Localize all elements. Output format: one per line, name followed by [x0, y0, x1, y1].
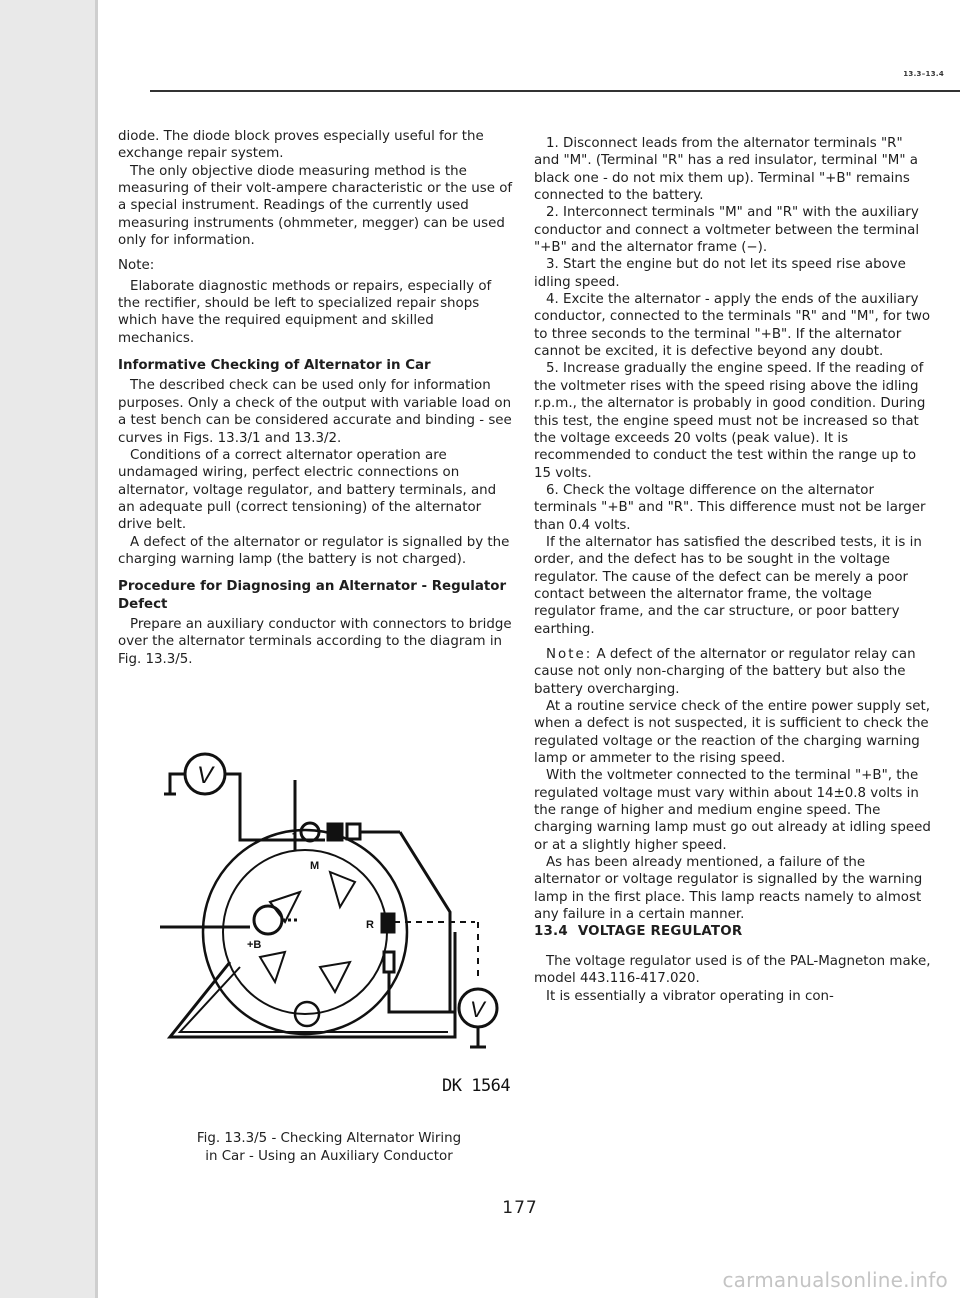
step-3: 3. Start the engine but do not let its speed rise above idling speed. — [534, 257, 906, 290]
meter-symbol-bottom: V — [470, 997, 485, 1022]
terminal-r-label: R — [366, 919, 374, 931]
paragraph: At a routine service check of the entire power supply set, when a defect is not suspected, it is sufficient to check the regulated voltage or the reaction of the charging warning lamp or ammeter to the rising speed. — [534, 699, 930, 767]
page-reference: 13.3–13.4 — [903, 70, 944, 78]
step-2: 2. Interconnect terminals "M" and "R" with the auxiliary conductor and connect a voltmeter between the terminal "+B" and the alternator frame (−). — [534, 205, 920, 256]
section-number: 13.4 — [534, 924, 568, 940]
alternator-wiring-diagram — [150, 752, 530, 1052]
note-text: A defect of the alternator or regulator relay can cause not only non-charging of the battery but also the battery overcharging. — [534, 646, 916, 697]
paragraph: Conditions of a correct alternator operation are undamaged wiring, perfect electric connections on alternator, voltage regulator, and battery terminals, and an adequate pull (correct tensioning) of the alternator drive belt. — [118, 447, 497, 533]
paragraph: A defect of the alternator or regulator is signalled by the charging warning lamp (the battery is not charged). — [118, 534, 510, 567]
section-title-text: VOLTAGE REGULATOR — [577, 924, 743, 940]
paragraph: The voltage regulator used is of the PAL-Magneton make, model 443.116-417.020. — [534, 953, 931, 987]
caption-line: Fig. 13.3/5 - Checking Alternator Wiring — [196, 1131, 462, 1146]
paragraph: If the alternator has satisfied the described tests, it is in order, and the defect has to be sought in the voltage regulator. The cause of the defect can be merely a poor contact between the alternator frame, the voltage regulator frame, and the car structure, or poor battery earthing. — [534, 534, 922, 637]
scan-binding-edge — [95, 0, 98, 1298]
note-label: Note: — [118, 258, 155, 274]
terminal-m-label: M — [310, 860, 320, 872]
figure-caption — [150, 1130, 508, 1165]
note-label: Note: — [546, 646, 593, 662]
note — [534, 646, 932, 698]
page-number: 177 — [502, 1198, 538, 1218]
section-heading: Informative Checking of Alternator in Car — [118, 358, 431, 374]
step-1: 1. Disconnect leads from the alternator terminals "R" and "M". (Terminal "R" has a red insulator, terminal "M" a black one - do not mix them up). Terminal "+B" remains connected to the battery. — [534, 136, 918, 204]
watermark: carmanualsonline.info — [722, 1268, 948, 1292]
left-column — [118, 128, 513, 668]
section-title — [534, 923, 932, 940]
note-text: Elaborate diagnostic methods or repairs, especially of the rectifier, should be left to specialized repair shops which have the required equipment and skilled mechanics. — [118, 278, 492, 346]
paragraph: With the voltmeter connected to the terminal "+B", the regulated voltage must vary within about 14±0.8 volts in the range of higher and medium engine speed. The charging warning lamp must go out already at idling speed or at a slightly higher speed. — [534, 768, 931, 853]
paragraph: Prepare an auxiliary conductor with connectors to bridge over the alternator terminals according to the diagram in Fig. 13.3/5. — [118, 616, 512, 667]
paragraph: diode. The diode block proves especially useful for the exchange repair system. — [118, 129, 484, 162]
paragraph: The only objective diode measuring method is the measuring of their volt-ampere characteristic or the use of a special instrument. Readings of the currently used measuring instruments (ohmmeter, megger) can be used only for information. — [118, 163, 513, 249]
step-6: 6. Check the voltage difference on the alternator terminals "+B" and "R". This difference must not be larger than 0.4 volts. — [534, 482, 926, 533]
paragraph: It is essentially a vibrator operating in con- — [546, 988, 834, 1004]
paragraph: The described check can be used only for information purposes. Only a check of the output with variable load on a test bench can be considered accurate and binding - see curves in Figs. 13.3/1 and 13.3/2. — [118, 378, 512, 446]
header-rule — [150, 90, 960, 92]
right-column — [534, 135, 932, 1005]
drawing-id: DK 1564 — [442, 1076, 511, 1096]
scan-binding-gutter — [0, 0, 95, 1298]
meter-symbol-top: V — [197, 762, 214, 789]
step-5: 5. Increase gradually the engine speed. If the reading of the voltmeter rises with the speed rising above the idling r.p.m., the alternator is probably in good condition. During this test, the engine speed must not be increased so that the voltage exceeds 20 volts (peak value). It is recommended to conduct the test within the range up to 15 volts. — [534, 361, 926, 481]
terminal-b-label: +B — [247, 939, 262, 951]
step-4: 4. Excite the alternator - apply the ends of the auxiliary conductor, connected to the terminals "R" and "M", for two to three seconds to the terminal "+B". If the alternator cannot be excited, it is defective beyond any doubt. — [534, 292, 931, 360]
paragraph: As has been already mentioned, a failure of the alternator or voltage regulator is signalled by the warning lamp in the first place. This lamp reacts namely to almost any failure in a certain manner. — [534, 855, 923, 923]
section-heading: Procedure for Diagnosing an Alternator - Regulator Defect — [118, 579, 507, 612]
terminal-neg-label: - — [292, 826, 296, 840]
caption-line: in Car - Using an Auxiliary Conductor — [205, 1148, 453, 1164]
